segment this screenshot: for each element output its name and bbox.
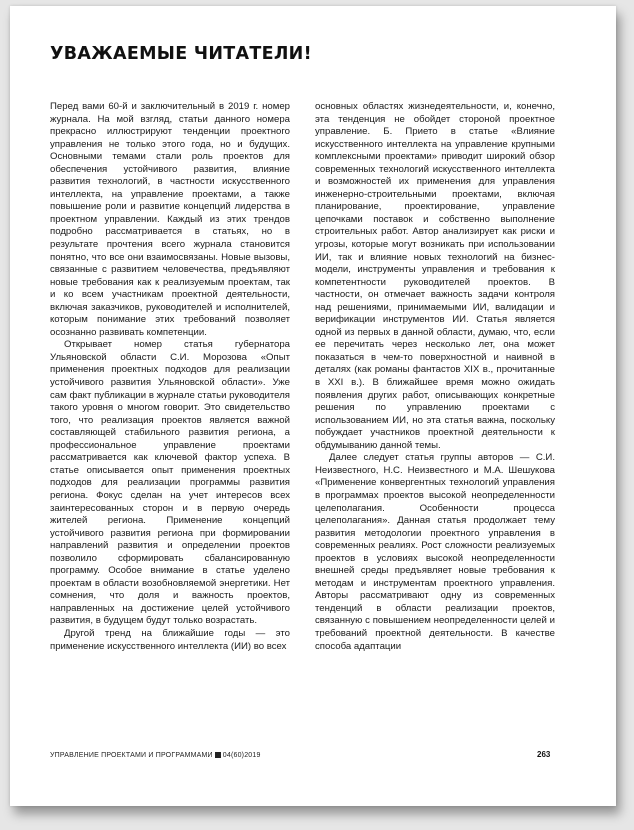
square-separator-icon [215,752,221,758]
page-number: 263 [537,750,551,759]
page-title: УВАЖАЕМЫЕ ЧИТАТЕЛИ! [50,44,312,64]
left-paragraph-3: Другой тренд на ближайшие годы — это применение искусственного интеллекта (ИИ) во всех [50,627,290,652]
journal-name: УПРАВЛЕНИЕ ПРОЕКТАМИ И ПРОГРАММАМИ [50,752,213,759]
left-paragraph-1: Перед вами 60-й и заключительный в 2019 г. номер журнала. На мой взгляд, статьи данного номера прекрасно иллюстрируют тенденции проектного управления не только этого года, но и будущих. Основными темами стали роль проектов для обеспечения устойчивого развития, влияние развития технологий, в частности искусственного интеллекта, на управление проектами, а также повышение роли и развитие концепций лидерства в проектном управлении. Каждый из этих трендов подробно рассматривается в статьях, но в результате прочтения всего журнала становится понятно, что все они взаимосвязаны. Новые вызовы, связанные с развитием человечества, предъявляют новые требования как к реализуемым проектам, так и ко всем участникам проектной деятельности, включая заказчиков, руководителей и исполнителей, которым понимание этих требований позволяет осознанно развивать компетенции. [50,101,290,338]
left-column [50,101,290,653]
right-column [315,101,555,653]
footer-journal [50,752,261,759]
document-page [10,6,616,806]
issue-number: 04(60)2019 [222,752,261,759]
left-paragraph-2: Открывает номер статья губернатора Ульяновской области С.И. Морозова «Опыт применения проектных подходов для реализации устойчивого развития Ульяновской области». Уже сам факт публикации в журнале статьи руководителя такого уровня о многом говорит. Это свидетельство того, что реализация проектов является важной составляющей стабильного развития региона, а профессиональное управление проектами рассматривается как ключевой фактор успеха. В статье описывается опыт применения проектных подходов для реализации программы развития региона. Фокус сделан на учет интересов всех заинтересованных сторон и в первую очередь жителей региона. Применение концепций устойчивого развития региона при формировании направлений развития и определении проектов позволило сформировать сбалансированную программу. Особое внимание в статье уделено проектам в области возобновляемой энергетики. Нет сомнения, что доля и важность проектов, направленных на достижение целей устойчивого развития, в будущем будут только возрастать. [50,339,290,627]
right-paragraph-1: основных областях жизнедеятельности, и, конечно, эта тенденция не обойдет стороной проектное управление. Б. Прието в статье «Влияние искусственного интеллекта на управление крупными комплексными проектами» приводит широкий обзор современных технологий искусственного интеллекта и возможностей их применения для управления инженерно-строительными проектами, включая планирование, проектирование, управление цепочками поставок и собственно выполнение строительных работ. Автор анализирует как риски и угрозы, которые могут возникать при использовании ИИ, так и влияние новых технологий на бизнес-модели, инструменты управления и требования к компетентности руководителей проектов. В частности, он отмечает важность задачи контроля над решениями, принимаемыми ИИ, валидации и верификации инструментов ИИ. Статья является одной из первых в данной области, думаю, что, если ее перечитать через несколько лет, она может показаться в чем-то поверхностной и наивной в деталях (как романы фантастов XIX в., прочитанные в XXI в.). В ближайшее время можно ожидать появления других работ, описывающих конкретные решения по управлению проектами с использованием ИИ, но эта статья важна, поскольку побуждает участников проектной деятельности к обдумыванию данной темы. [315,101,555,451]
right-paragraph-2: Далее следует статья группы авторов — С.И. Неизвестного, Н.С. Неизвестного и М.А. Шешукова «Применение конвергентных технологий управления в программах проектов высокой неопределенности целеполагания. Особенности процесса целеполагания». Данная статья продолжает тему развития методологии проектного управления в современных реалиях. Рост сложности реализуемых проектов в условиях высокой неопределенности внешней среды предъявляет новые требования к методам и инструментам проектного управления. Авторы рассматривают одну из современных тенденций в области реализации проектов, связанную с повышением неопределенности целей и требований проектной деятельности. В качестве способа адаптации [315,452,555,652]
